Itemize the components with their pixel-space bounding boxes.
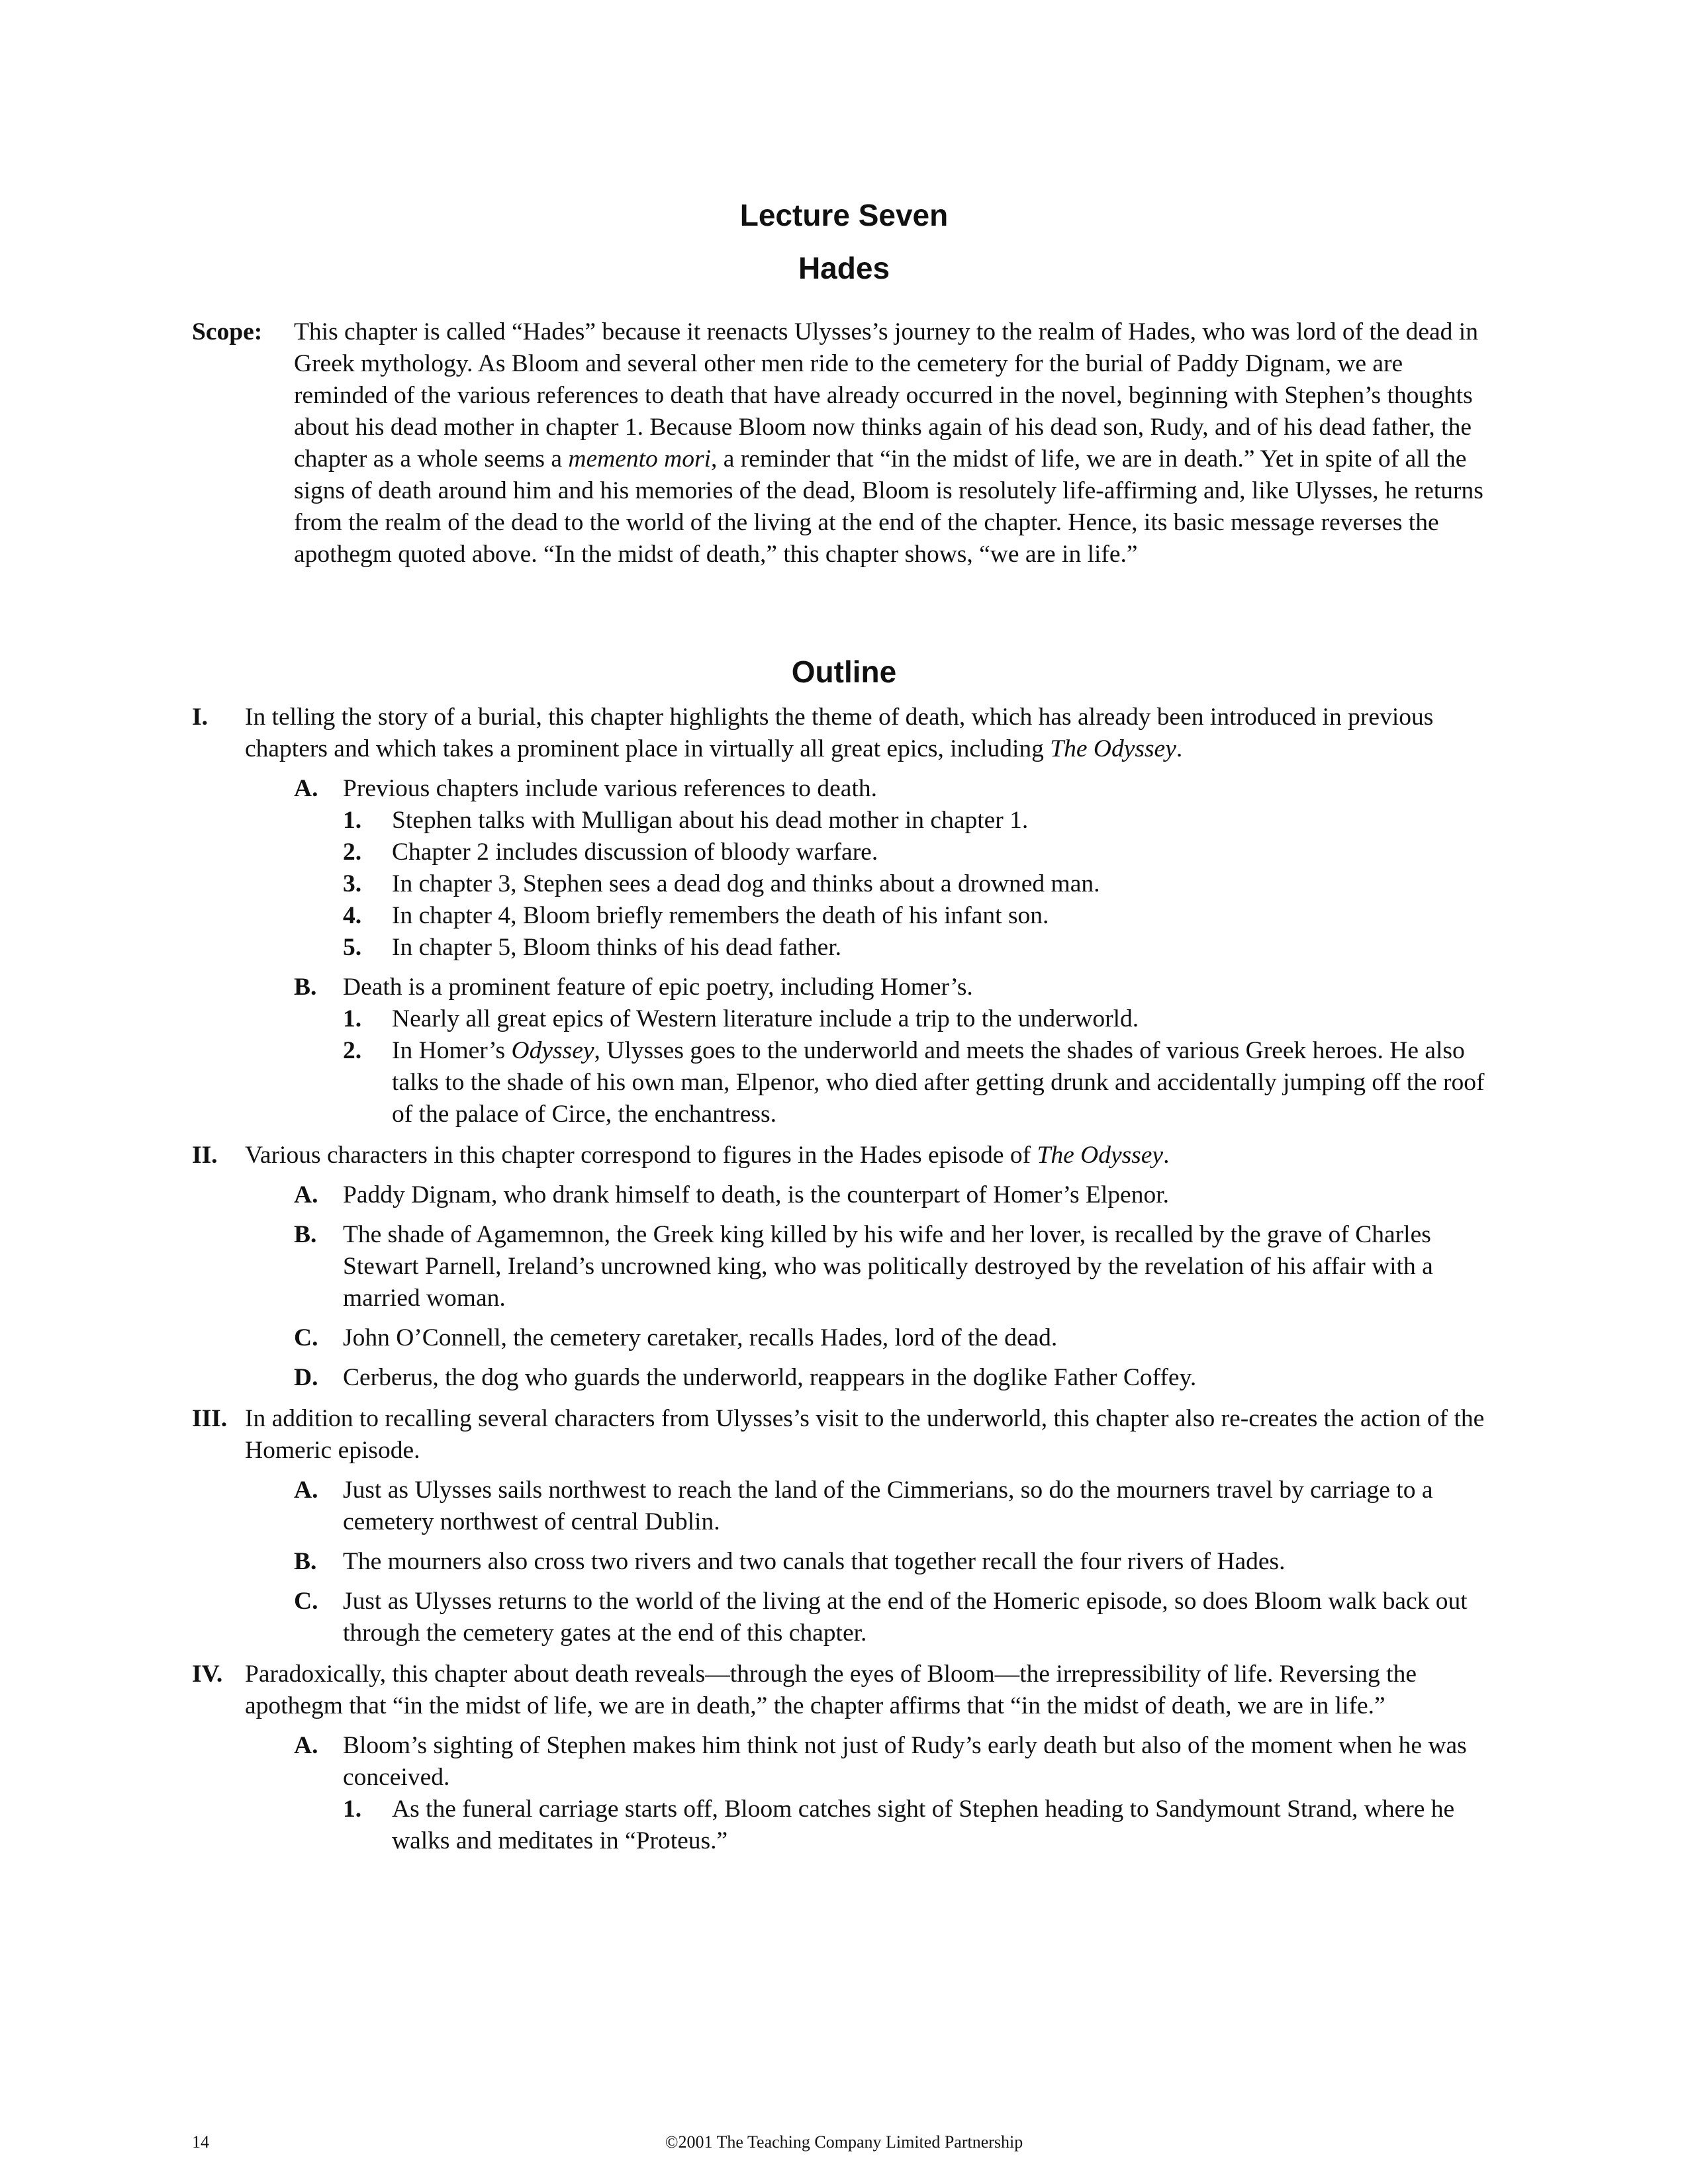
outline-heading: Outline bbox=[791, 655, 897, 689]
outline-item-II-A: A. Paddy Dignam, who drank himself to death, is the counterpart of Homer’s Elpenor. bbox=[294, 1181, 1169, 1208]
outline-item-I-A-1: 1. Stephen talks with Mulligan about his dead mother in chapter 1. bbox=[343, 807, 1029, 834]
outline-item-III: III. In addition to recalling several characters from Ulysses’s visit to the underworld, this chapter also re-creates the action of the Homeric episode. bbox=[192, 1405, 1485, 1464]
lecture-title: Hades bbox=[798, 251, 890, 285]
outline-item-I-A-4: 4. In chapter 4, Bloom briefly remembers the death of his infant son. bbox=[343, 902, 1049, 929]
copyright-footer: ©2001 The Teaching Company Limited Partnership bbox=[665, 2132, 1023, 2152]
item-number: I. bbox=[192, 704, 208, 731]
scope-label: Scope: bbox=[192, 318, 263, 345]
outline-item-I: I. In telling the story of a burial, this chapter highlights the theme of death, which has already been introduced in previous chapters and which takes a prominent place in virtually all great epics, including The Odyssey. bbox=[192, 702, 1489, 765]
lecture-number: Lecture Seven bbox=[739, 198, 949, 232]
outline-list bbox=[192, 702, 1489, 1857]
outline-item-III-C: C. Just as Ulysses returns to the world of the living at the end of the Homeric episode, so does Bloom walk back out through the cemetery gates at the end of this chapter. bbox=[294, 1588, 1468, 1647]
outline-item-III-B: B. The mourners also cross two rivers and two canals that together recall the four rivers of Hades. bbox=[294, 1548, 1286, 1575]
page-number: 14 bbox=[192, 2132, 209, 2152]
outline-item-IV-A-1: 1. As the funeral carriage starts off, Bloom catches sight of Stephen heading to Sandymount Strand, where he walks and meditates in “Proteus.” bbox=[343, 1796, 1455, 1854]
outline-item-IV-A: A. Bloom’s sighting of Stephen makes him think not just of Rudy’s early death but also of the moment when he was conceived. bbox=[294, 1732, 1467, 1791]
scope-paragraph: This chapter is called “Hades” because it reenacts Ulysses’s journey to the realm of Hades, who was lord of the dead in Greek mythology. As Bloom and several other men ride to the cemetery for the burial of Paddy Dignam, we are reminded of the various references to death that have already occurred in the novel, beginning with Stephen’s thoughts about his dead mother in chapter 1. Because Bloom now thinks again of his dead son, Rudy, and of his dead father, the chapter as a whole seems a memento mori, a reminder that “in the midst of life, we are in death.” Yet in spite of all the signs of death around him and his memories of the dead, Bloom is resolutely life-affirming and, like Ulysses, he returns from the realm of the dead to the world of the living at the end of the chapter. Hence, its basic message reverses the apothegm quoted above. “In the midst of death,” this chapter shows, “we are in life.” bbox=[294, 318, 1483, 568]
outline-item-III-A: A. Just as Ulysses sails northwest to reach the land of the Cimmerians, so do the mourners travel by carriage to a cemetery northwest of central Dublin. bbox=[294, 1477, 1433, 1535]
outline-item-I-A-2: 2. Chapter 2 includes discussion of bloody warfare. bbox=[343, 839, 878, 866]
outline-item-I-A-5: 5. In chapter 5, Bloom thinks of his dead father. bbox=[343, 934, 842, 961]
scope-emphasis: memento mori bbox=[568, 445, 711, 473]
outline-item-I-A-3: 3. In chapter 3, Stephen sees a dead dog and thinks about a drowned man. bbox=[343, 870, 1100, 897]
outline-item-IV: IV. Paradoxically, this chapter about death reveals—through the eyes of Bloom—the irrepressibility of life. Reversing the apothegm that “in the midst of life, we are in death,” the chapter affirms that “in the midst of death, we are in life.” bbox=[192, 1661, 1417, 1719]
outline-item-II: II. Various characters in this chapter correspond to figures in the Hades episode of The Odyssey. bbox=[192, 1142, 1170, 1169]
outline-item-I-A: A. Previous chapters include various references to death. bbox=[294, 775, 877, 802]
outline-item-II-C: C. John O’Connell, the cemetery caretaker, recalls Hades, lord of the dead. bbox=[294, 1324, 1058, 1351]
outline-item-I-B-2: 2. In Homer’s Odyssey, Ulysses goes to the underworld and meets the shades of various Greek heroes. He also talks to the shade of his own man, Elpenor, who died after getting drunk and accidentally jumping off the roof of the palace of Circe, the enchantress. bbox=[343, 1037, 1485, 1128]
outline-item-II-B: B. The shade of Agamemnon, the Greek king killed by his wife and her lover, is recalled by the grave of Charles Stewart Parnell, Ireland’s uncrowned king, who was politically destroyed by the revelation of his affair with a married woman. bbox=[294, 1221, 1433, 1312]
outline-item-I-B: B. Death is a prominent feature of epic poetry, including Homer’s. bbox=[294, 974, 973, 1001]
outline-item-I-B-1: 1. Nearly all great epics of Western literature include a trip to the underworld. bbox=[343, 1005, 1139, 1032]
scope-section bbox=[192, 316, 1489, 570]
outline-item-II-D: D. Cerberus, the dog who guards the underworld, reappears in the doglike Father Coffey. bbox=[294, 1364, 1197, 1391]
